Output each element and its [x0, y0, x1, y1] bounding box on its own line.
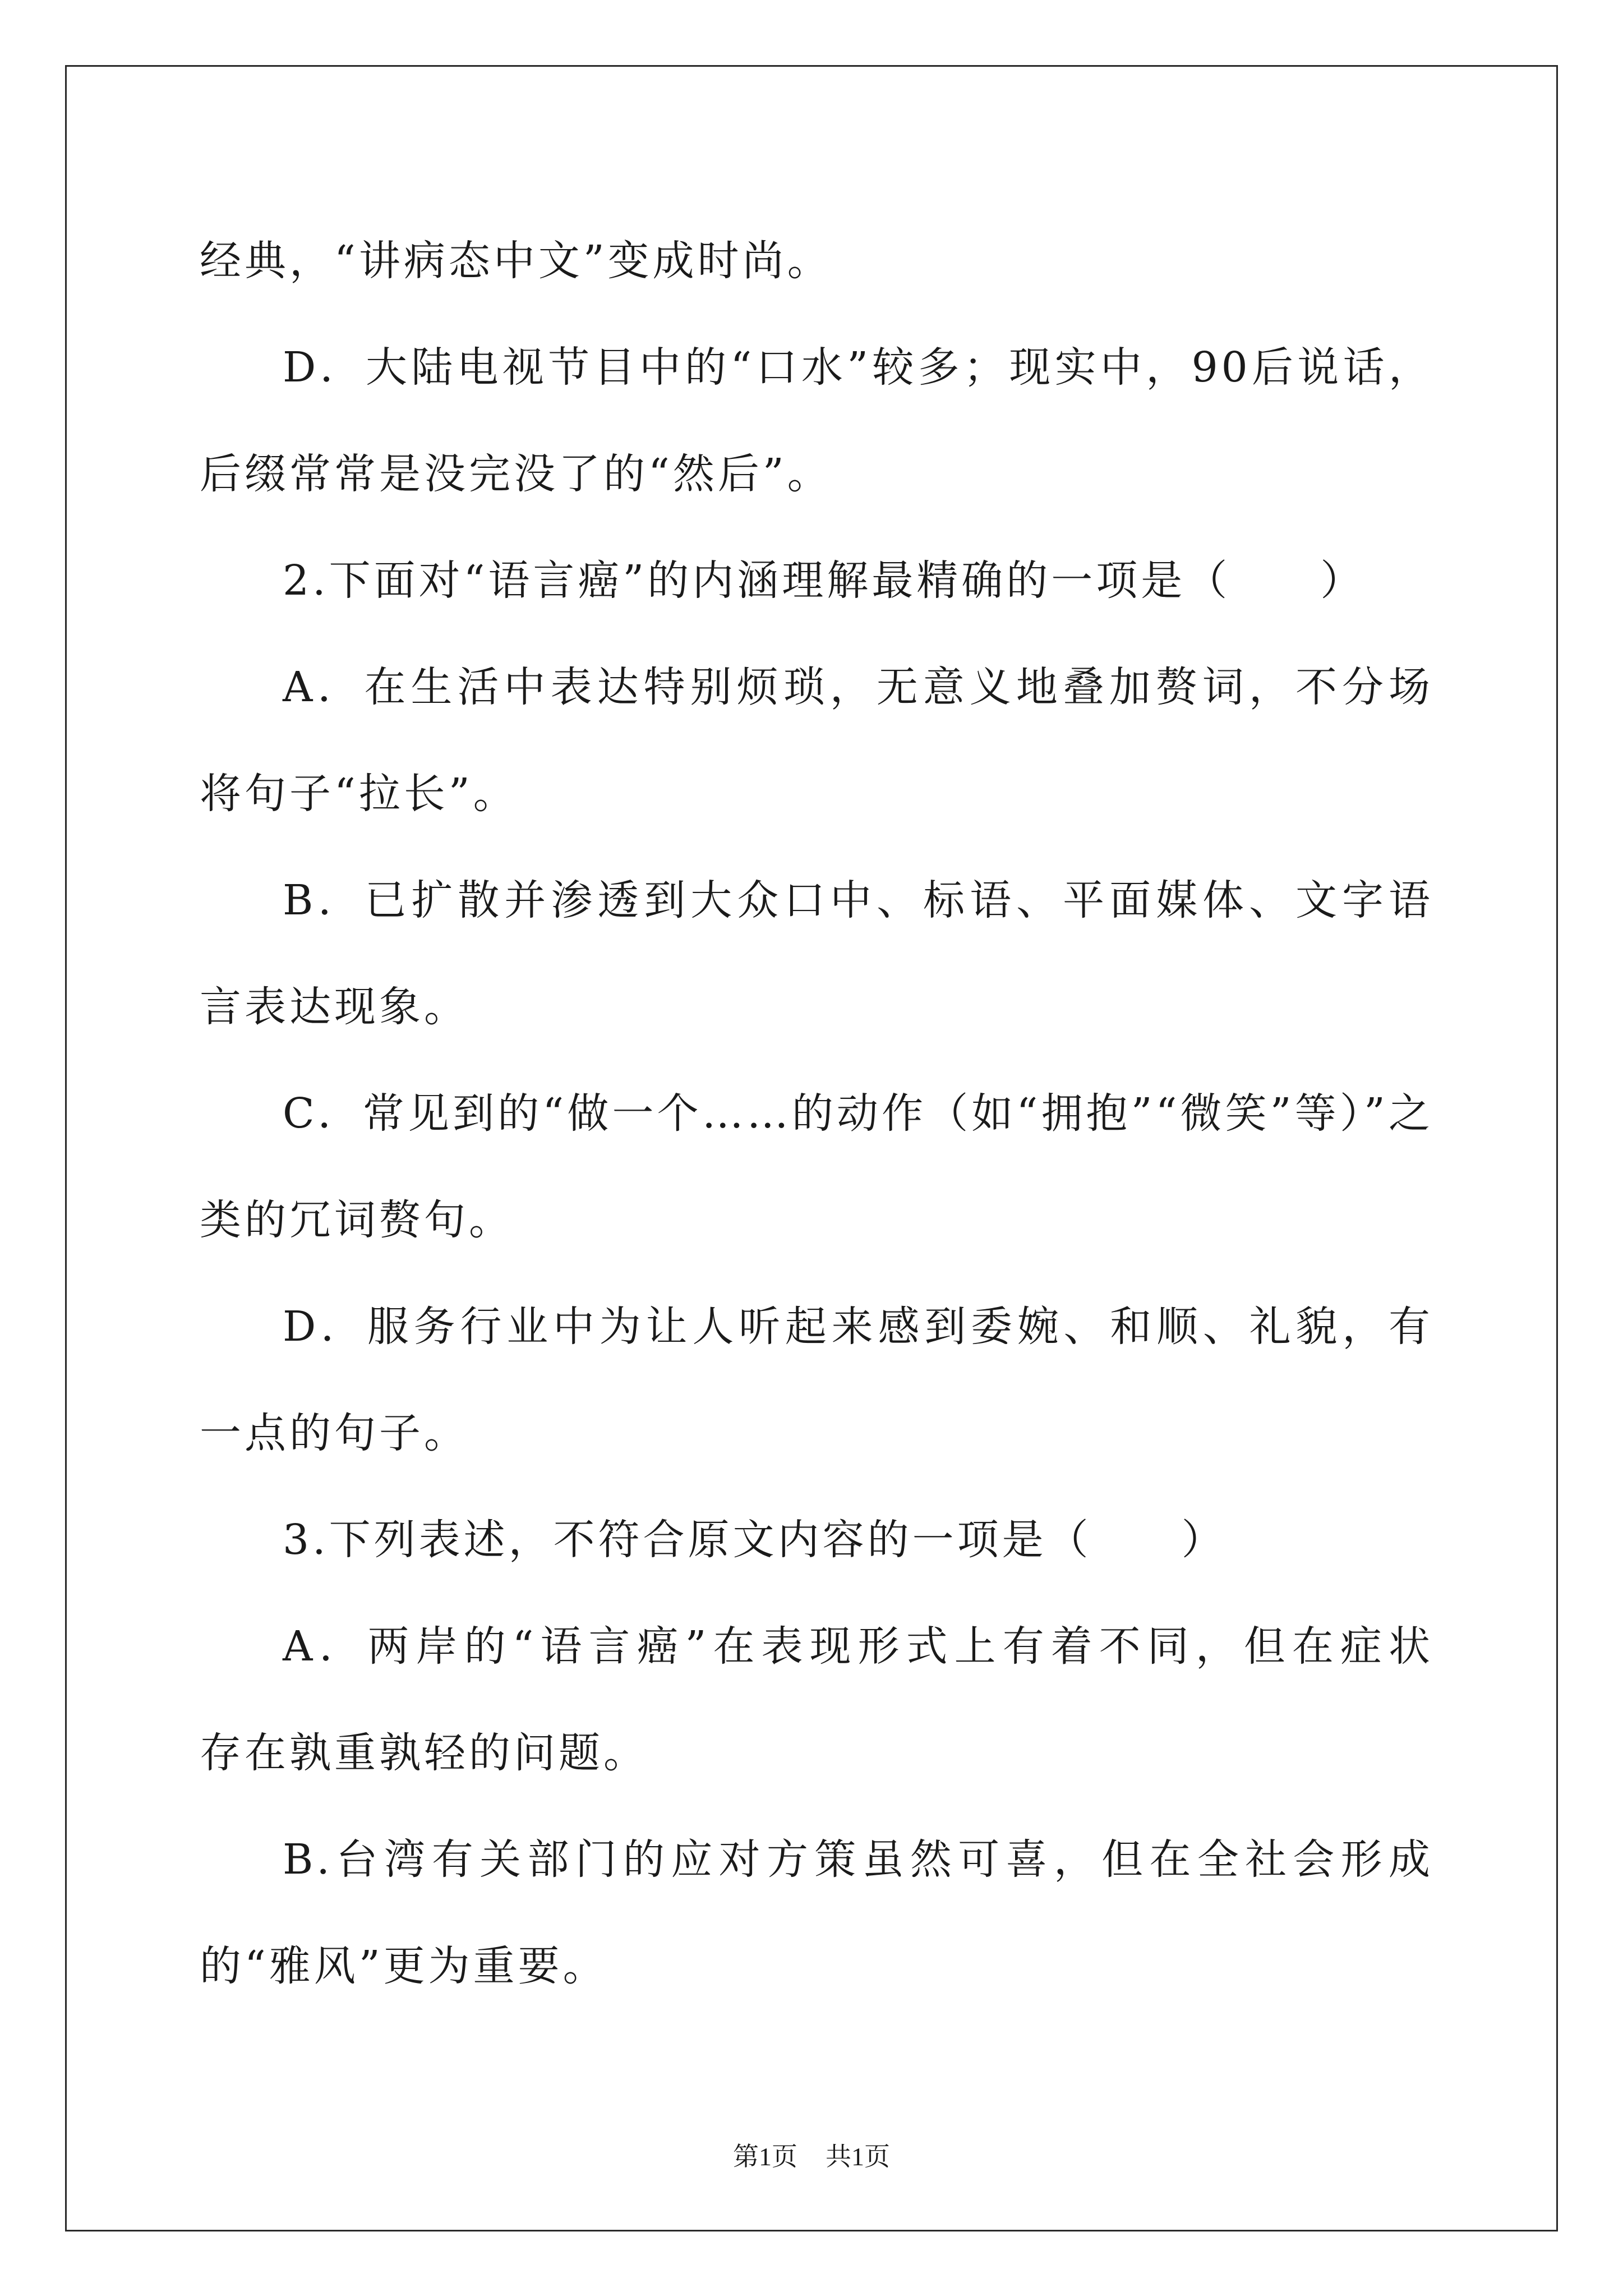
text-line: 将句子“拉长”。: [200, 770, 518, 818]
text-line: 后缀常常是没完没了的“然后”。: [200, 450, 832, 498]
page-number: 第1页: [733, 2142, 797, 2171]
text-line: 言表达现象。: [200, 983, 469, 1031]
option-d: D．服务行业中为让人听起来感到委婉、和顺、礼貌，有: [283, 1303, 1433, 1351]
text-line: 经典，“讲病态中文”变成时尚。: [200, 237, 832, 285]
text-line: 一点的句子。: [200, 1409, 469, 1457]
question-2-stem: 2.下面对“语言癌”的内涵理解最精确的一项是（ ）: [283, 556, 1366, 605]
page-footer: [0, 2140, 1623, 2174]
page-total: 共1页: [826, 2142, 890, 2171]
text-line: D．大陆电视节目中的“口水”较多；现实中，90后说话，: [283, 343, 1433, 392]
option-a: A．两岸的“语言癌”在表现形式上有着不同，但在症状: [283, 1622, 1433, 1671]
text-line: 存在孰重孰轻的问题。: [200, 1729, 648, 1777]
document-body: [200, 208, 1433, 2019]
option-b: B．已扩散并渗透到大众口中、标语、平面媒体、文字语: [283, 876, 1433, 924]
option-a: A．在生活中表达特别烦琐，无意义地叠加赘词，不分场: [283, 663, 1433, 711]
option-c: C．常见到的“做一个……的动作（如“拥抱”“微笑”等）”之: [283, 1089, 1433, 1138]
text-line: 的“雅风”更为重要。: [200, 1942, 608, 1990]
text-line: 类的冗词赘句。: [200, 1196, 514, 1244]
option-b: B.台湾有关部门的应对方策虽然可喜，但在全社会形成: [283, 1835, 1433, 1884]
question-3-stem: 3.下列表述，不符合原文内容的一项是（ ）: [283, 1516, 1227, 1564]
